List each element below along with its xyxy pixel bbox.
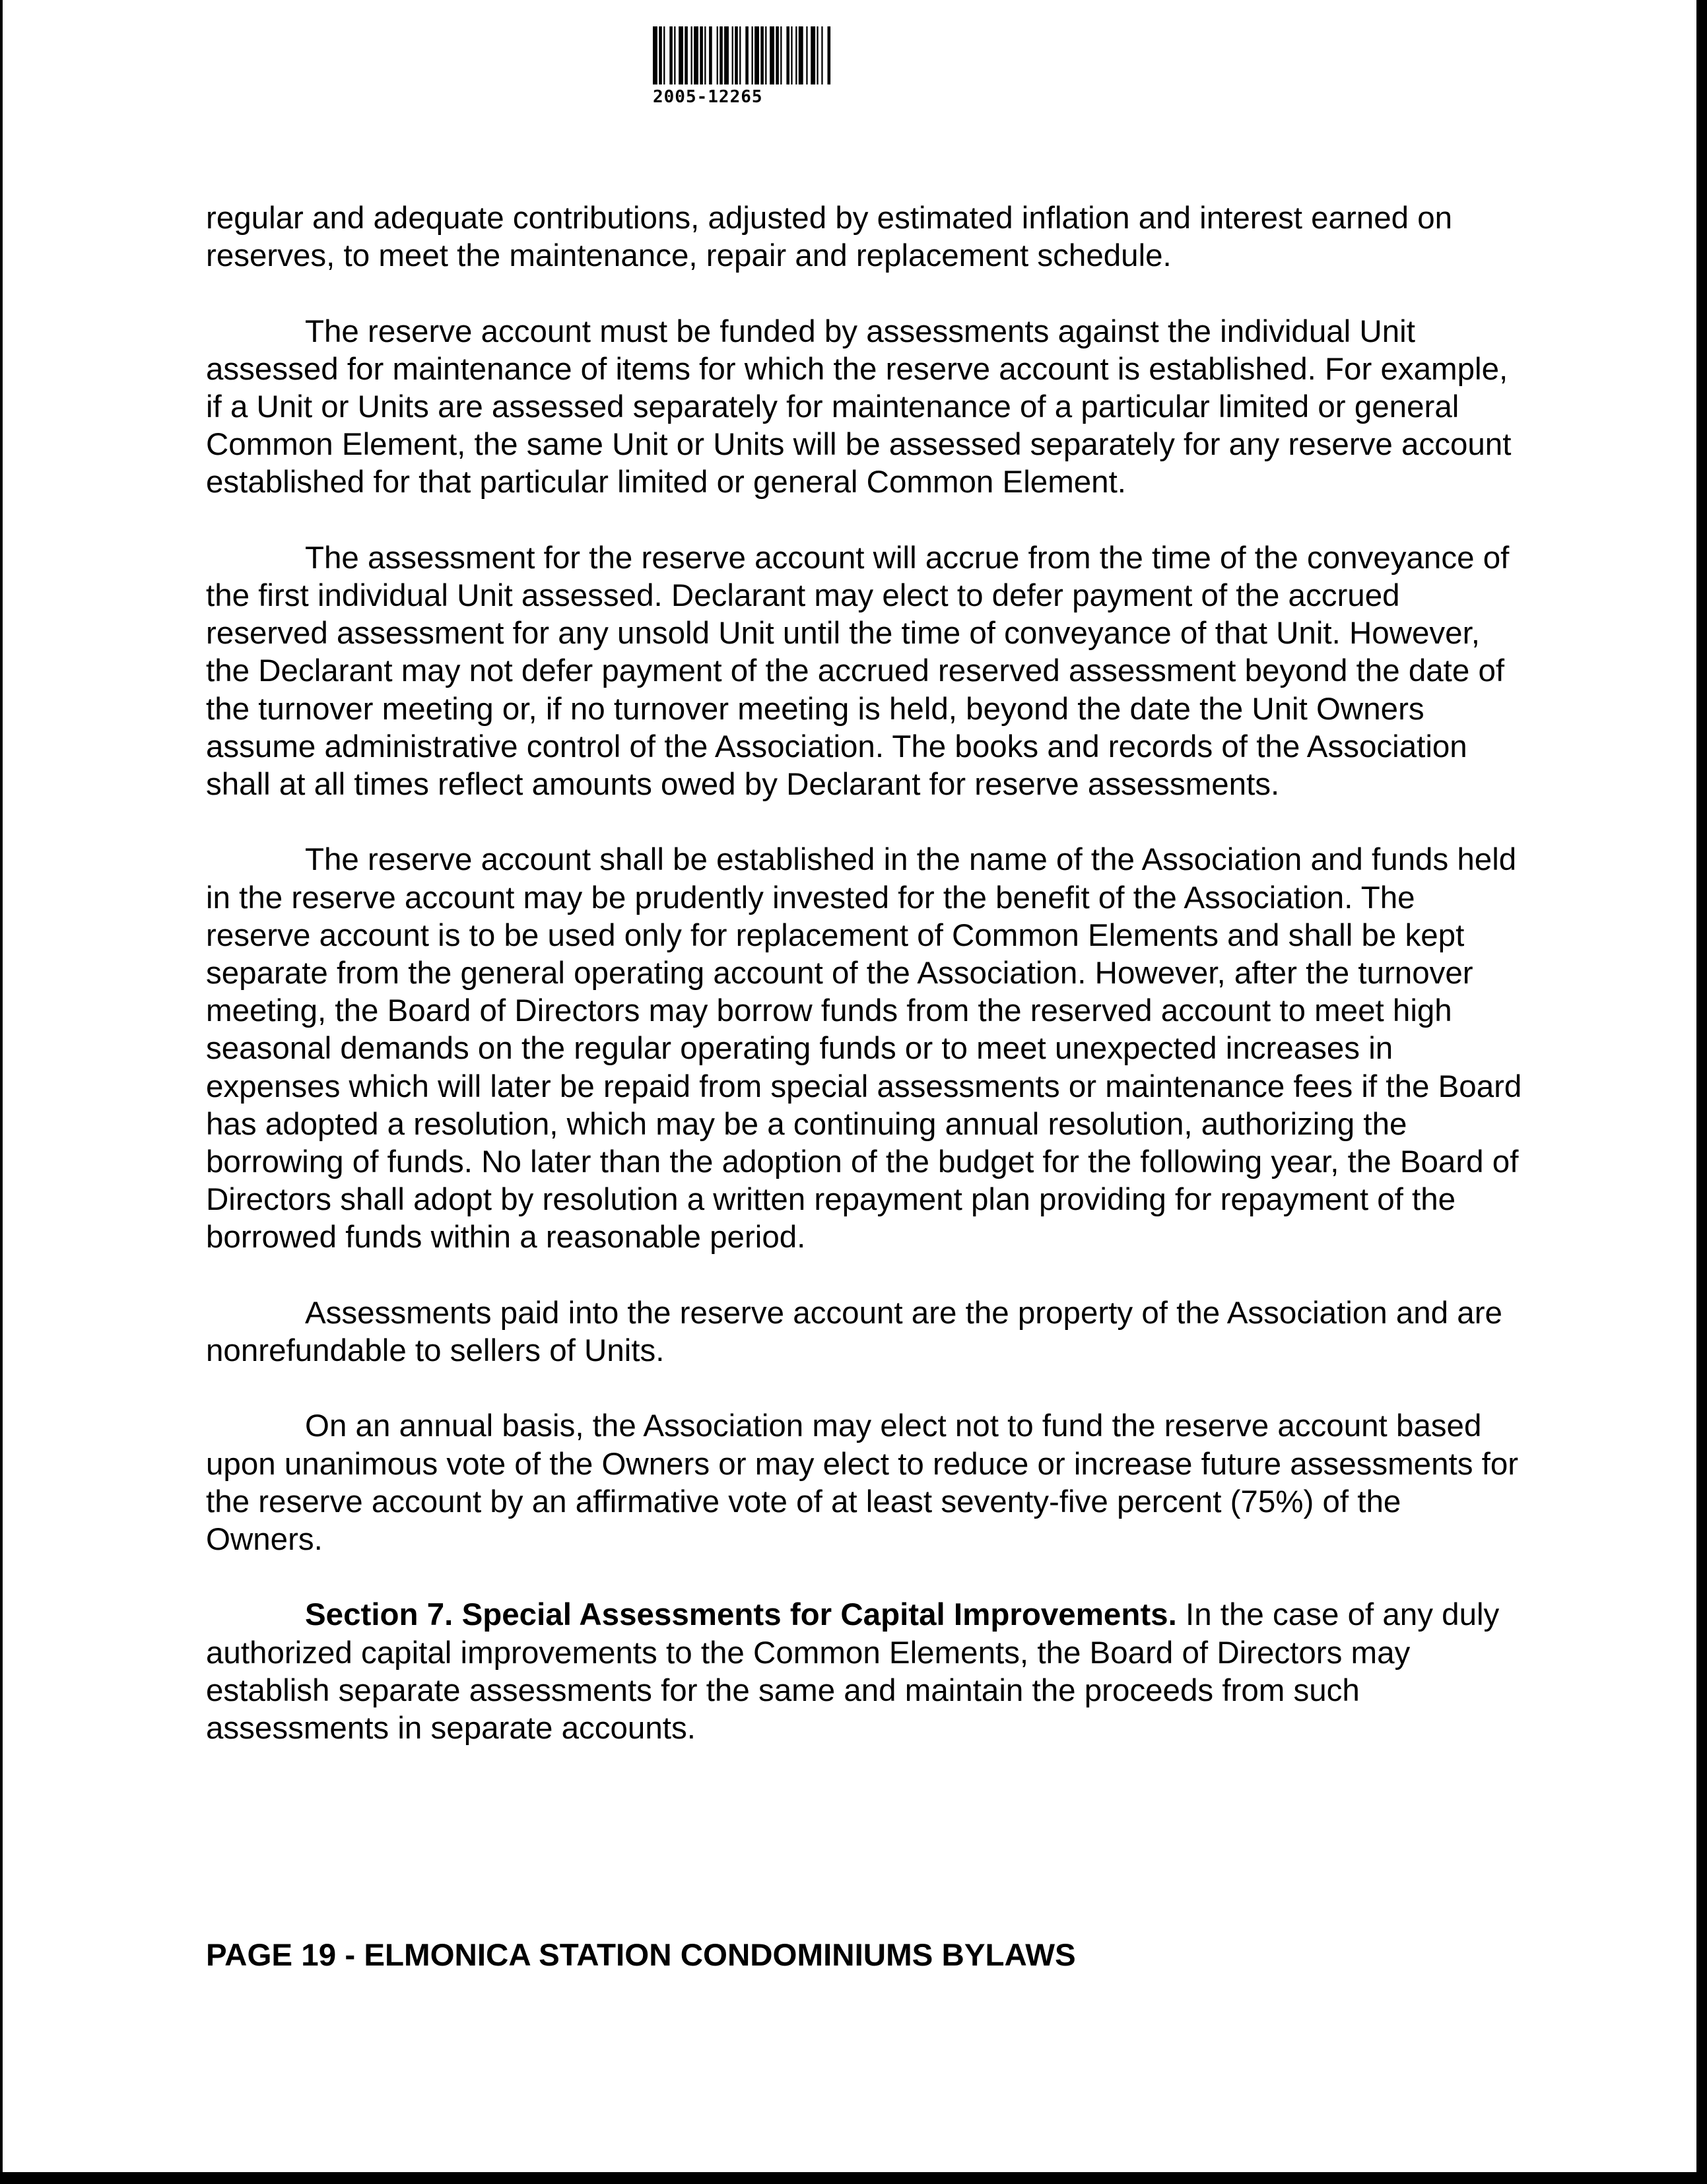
section-7-heading: Section 7. Special Assessments for Capital Improvements. [305, 1597, 1177, 1633]
paragraph-annual-election: On an annual basis, the Association may elect not to fund the reserve account based upon unanimous vote of the Owners or may elect to reduce or increase future assessments for the reserve account by an affirmative vote of at least seventy-five percent (75%) of the Owners. [206, 1408, 1519, 1558]
barcode-icon [653, 26, 956, 86]
paragraph-reserve-funding: The reserve account must be funded by assessments against the individual Unit assessed for maintenance of items for which the reserve account is established. For example, if a Unit or Units are assessed separately for maintenance of a particular limited or general Common Element, the same Unit or Units will be assessed separately for any reserve account established for that particular limited or general Common Element. [206, 314, 1512, 500]
paragraph-reserve-establishment: The reserve account shall be established in the name of the Association and funds held in the reserve account may be prudently invested for the benefit of the Association. The reserve account is to be used only for replacement of Common Elements and shall be kept separate from the general operating account of the Association. However, after the turnover meeting, the Board of Directors may borrow funds from the reserved account to meet high seasonal demands on the regular operating funds or to meet unexpected increases in expenses which will later be repaid from special assessments or maintenance fees if the Board has adopted a resolution, which may be a continuing annual resolution, authorizing the borrowing of funds. No later than the adoption of the budget for the following year, the Board of Directors shall adopt by resolution a written repayment plan providing for repayment of the borrowed funds within a reasonable period. [206, 842, 1522, 1255]
barcode-number: 2005-12265 [653, 87, 763, 107]
page-footer: PAGE 19 - ELMONICA STATION CONDOMINIUMS BYLAWS [206, 1938, 1076, 1973]
recording-barcode [653, 26, 956, 109]
bylaws-body [206, 199, 1526, 1785]
paragraph-continuation: regular and adequate contributions, adjusted by estimated inflation and interest earned on reserves, to meet the maintenance, repair and replacement schedule. [206, 201, 1453, 274]
paragraph-reserve-accrual: The assessment for the reserve account will accrue from the time of the conveyance of the first individual Unit assessed. Declarant may elect to defer payment of the accrued reserved assessment for any unsold Unit until the time of conveyance of that Unit. However, the Declarant may not defer payment of the accrued reserved assessment beyond the date of the turnover meeting or, if no turnover meeting is held, beyond the date the Unit Owners assume administrative control of the Association. The books and records of the Association shall at all times reflect amounts owed by Declarant for reserve assessments. [206, 540, 1510, 803]
section-7-text: In the case of any duly authorized capital improvements to the Common Elements, the Board of Directors may establish separate assessments for the same and maintain the proceeds from such assessments in separate accounts. [206, 1597, 1500, 1746]
paragraph-reserve-property: Assessments paid into the reserve account are the property of the Association and are nonrefundable to sellers of Units. [206, 1295, 1502, 1369]
section-7-paragraph [206, 1596, 1526, 1747]
